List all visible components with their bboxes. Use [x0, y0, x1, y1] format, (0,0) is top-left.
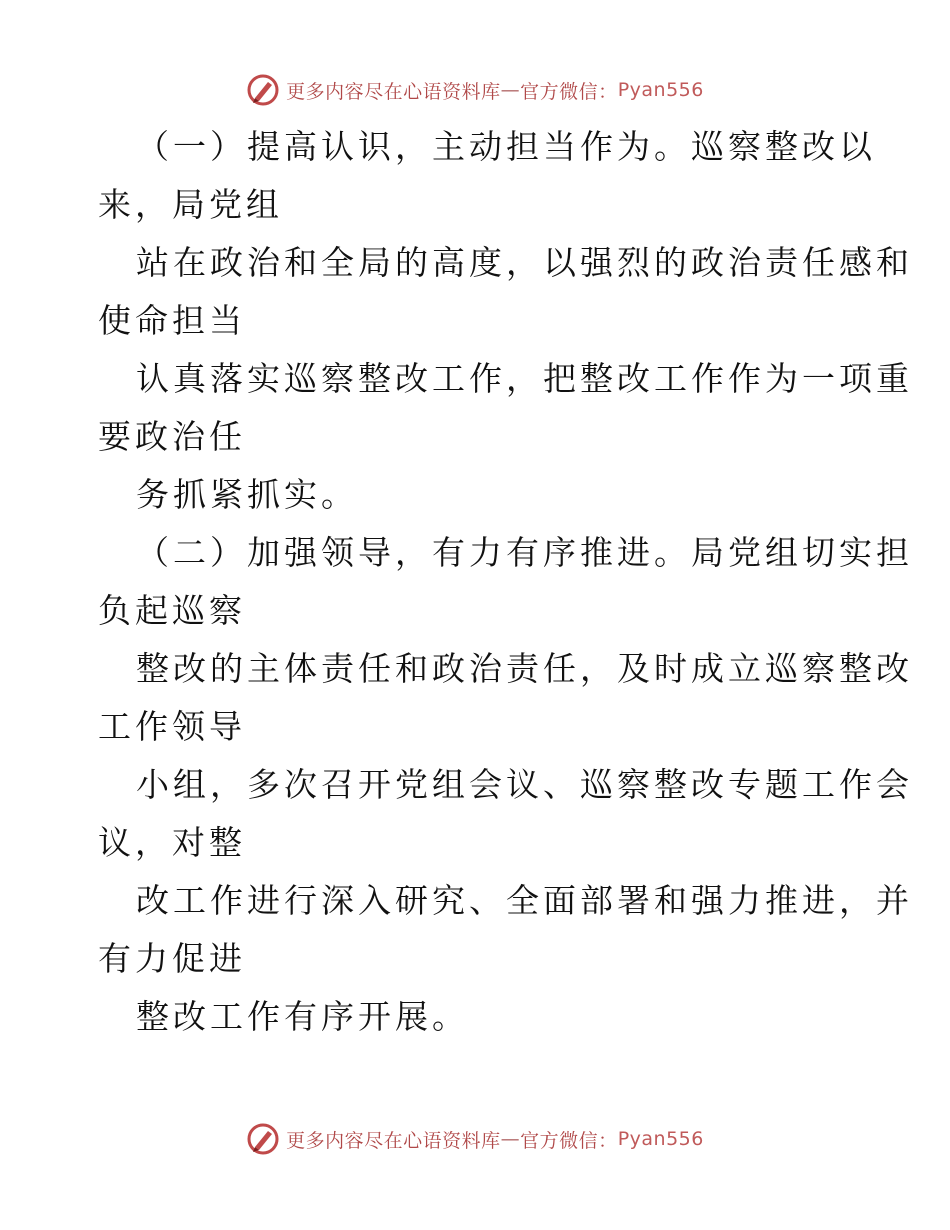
- text-line: 议，对整: [98, 823, 246, 862]
- text-line: 站在政治和全局的高度，以强烈的政治责任感和: [136, 243, 913, 282]
- banner-wechat-id: Pyan556: [617, 79, 704, 101]
- text-line: 整改工作有序开展。: [136, 997, 469, 1036]
- text-line: （一）提高认识，主动担当作为。巡察整改以: [136, 127, 876, 166]
- text-line: 有力促进: [98, 939, 246, 978]
- banner-text: 更多内容尽在心语资料库: [286, 80, 501, 103]
- document-body: [98, 118, 913, 1046]
- text-line: 改工作进行深入研究、全面部署和强力推进，并: [136, 881, 913, 920]
- pen-logo-icon: [246, 1122, 280, 1156]
- header-banner: [0, 73, 950, 107]
- text-line: 小组，多次召开党组会议、巡察整改专题工作会: [136, 765, 913, 804]
- banner-separator: —: [500, 79, 521, 101]
- text-line: 认真落实巡察整改工作，把整改工作作为一项重: [136, 359, 913, 398]
- pen-logo-icon: [246, 73, 280, 107]
- banner-text: 更多内容尽在心语资料库: [286, 1129, 501, 1152]
- text-line: 工作领导: [98, 707, 246, 746]
- text-line: 整改的主体责任和政治责任，及时成立巡察整改: [136, 649, 913, 688]
- text-line: 务抓紧抓实。: [136, 475, 358, 514]
- banner-wechat-label: 官方微信：: [520, 1129, 618, 1152]
- text-line: 负起巡察: [98, 591, 246, 630]
- banner-wechat-label: 官方微信：: [520, 80, 618, 103]
- footer-banner: [0, 1122, 950, 1156]
- banner-wechat-id: Pyan556: [617, 1128, 704, 1150]
- banner-separator: —: [500, 1128, 521, 1150]
- text-line: 来，局党组: [98, 185, 283, 224]
- text-line: 使命担当: [98, 301, 246, 340]
- text-line: 要政治任: [98, 417, 246, 456]
- text-line: （二）加强领导，有力有序推进。局党组切实担: [136, 533, 913, 572]
